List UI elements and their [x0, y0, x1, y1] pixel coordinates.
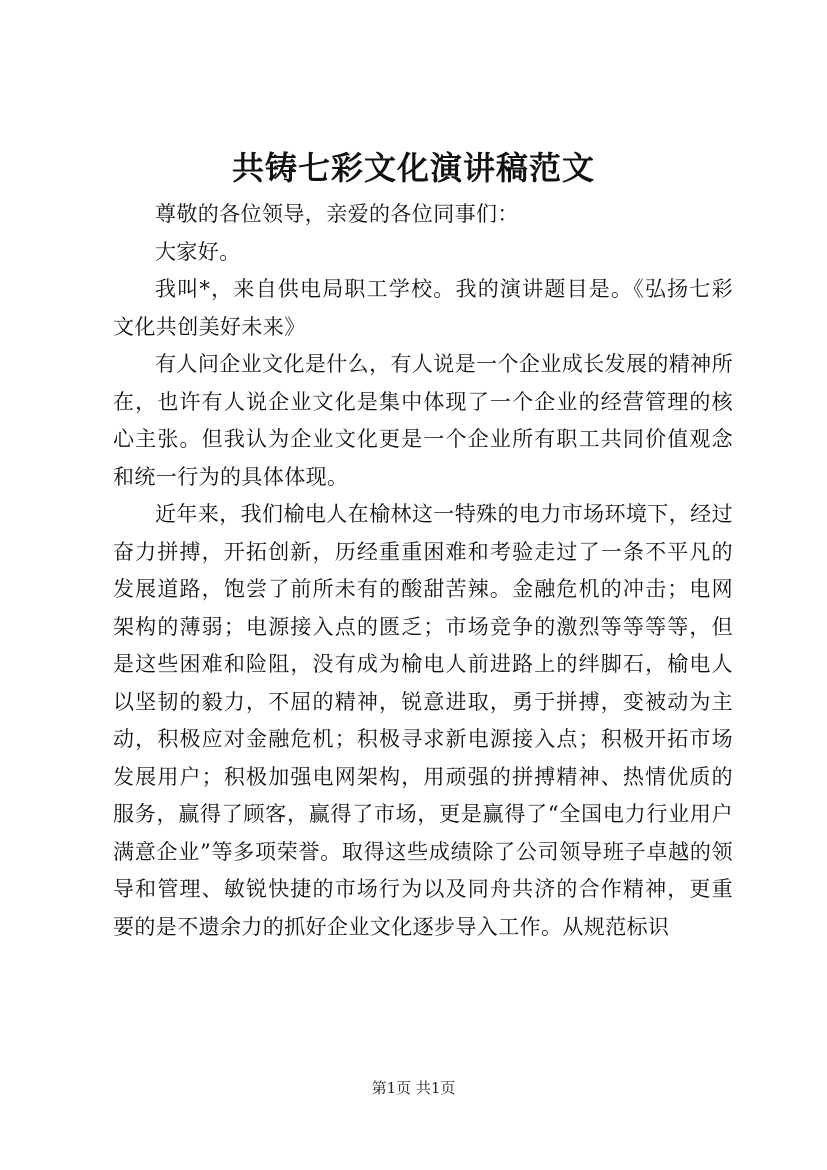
- paragraph-recent-years: 近年来，我们榆电人在榆林这一特殊的电力市场环境下，经过奋力拼搏，开拓创新，历经重重困难和考验走过了一条不平凡的发展道路，饱尝了前所未有的酸甜苦辣。金融危机的冲击；电网架构的薄弱；电源接入点的匮乏；市场竞争的激烈等等等等，但是这些困难和险阻，没有成为榆电人前进路上的绊脚石，榆电人以坚韧的毅力，不屈的精神，锐意进取，勇于拼搏，变被动为主动，积极应对金融危机；积极寻求新电源接入点；积极开拓市场发展用户；积极加强电网架构，用顽强的拼搏精神、热情优质的服务，赢得了顾客，赢得了市场，更是赢得了“全国电力行业用户满意企业”等多项荣誉。取得这些成绩除了公司领导班子卓越的领导和管理、敏锐快捷的市场行为以及同舟共济的合作精神，更重要的是不遗余力的抓好企业文化逐步导入工作。从规范标识: [113, 502, 733, 939]
- paragraph-introduction: 我叫*，来自供电局职工学校。我的演讲题目是。《弘扬七彩文化共创美好未来》: [113, 277, 733, 339]
- paragraph-corporate-culture: 有人问企业文化是什么，有人说是一个企业成长发展的精神所在，也许有人说企业文化是集中体现了一个企业的经营管理的核心主张。但我认为企业文化更是一个企业所有职工共同价值观念和统一行为的具体体现。: [113, 352, 733, 489]
- page-footer: 第1页 共1页: [371, 1079, 456, 1097]
- paragraph-salutation: 尊敬的各位领导，亲爱的各位同事们：: [155, 202, 519, 226]
- document-title: 共铸七彩文化演讲稿范文: [231, 149, 595, 187]
- document-body: [113, 196, 733, 946]
- paragraph-greeting: 大家好。: [155, 239, 241, 264]
